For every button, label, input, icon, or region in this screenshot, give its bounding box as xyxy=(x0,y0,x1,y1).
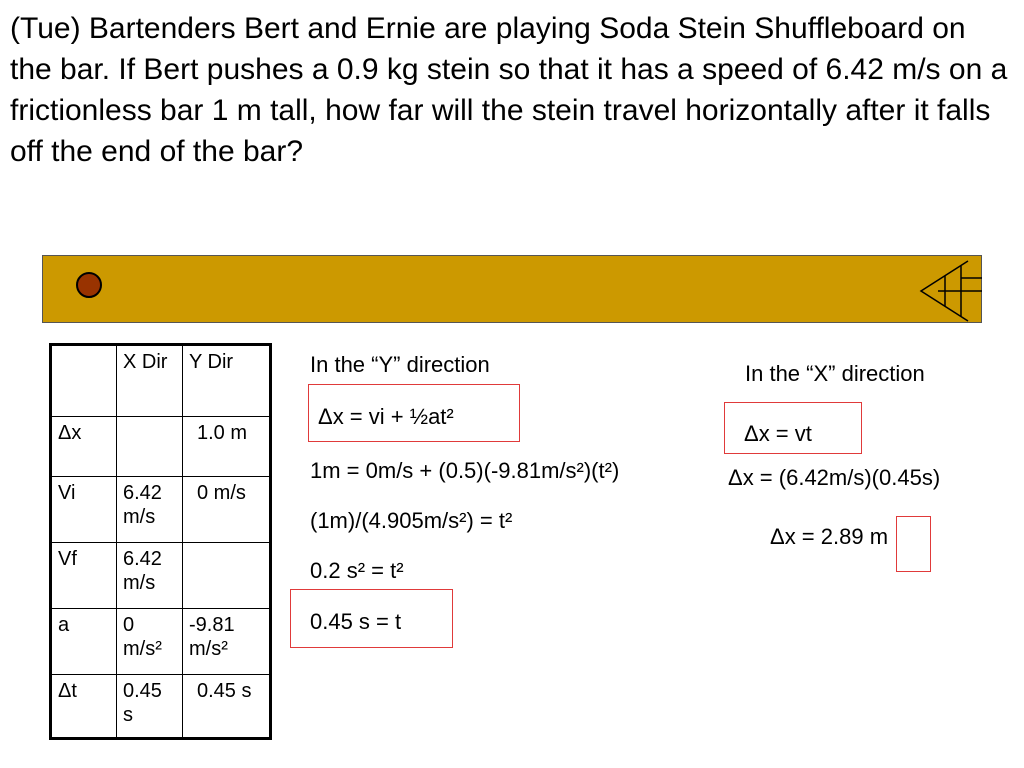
x-result-line: Δx = 2.89 m xyxy=(770,524,889,549)
x-value: 0.45 s xyxy=(117,675,183,739)
y-equation-line: Δx = vi + ½at² xyxy=(318,404,454,429)
row-label: Δx xyxy=(51,417,117,477)
y-direction-heading: In the “Y” direction xyxy=(310,352,490,377)
highlight-box xyxy=(896,516,931,572)
table-header-cell xyxy=(51,345,117,417)
row-label: Vf xyxy=(51,543,117,609)
table-row xyxy=(51,675,271,739)
problem-statement: (Tue) Bartenders Bert and Ernie are playing Soda Stein Shuffleboard on the bar. If Bert pushes a 0.9 kg stein so that it has a speed of 6.42 m/s on a frictionless bar 1 m tall, how far will the stein travel horizontally after it falls off the end of the bar? xyxy=(10,12,1008,168)
table-header-cell: X Dir xyxy=(117,345,183,417)
table-row xyxy=(51,417,271,477)
x-direction-heading: In the “X” direction xyxy=(745,361,925,386)
kinematics-table xyxy=(49,343,272,740)
y-equation-line: 0.45 s = t xyxy=(310,609,402,634)
stein-circle xyxy=(76,272,102,298)
y-equation-line: (1m)/(4.905m/s²) = t² xyxy=(310,508,513,533)
x-value xyxy=(117,417,183,477)
table-header-row xyxy=(51,345,271,417)
y-equation-line: 0.2 s² = t² xyxy=(310,558,404,583)
y-value: 0.45 s xyxy=(183,675,271,739)
y-value: -9.81 m/s² xyxy=(183,609,271,675)
y-value: 1.0 m xyxy=(183,417,271,477)
x-value: 6.42 m/s xyxy=(117,543,183,609)
y-value: 0 m/s xyxy=(183,477,271,543)
y-equation-line: 1m = 0m/s + (0.5)(-9.81m/s²)(t²) xyxy=(310,458,620,483)
x-equation-line: Δx = vt xyxy=(744,421,812,446)
highlight-box xyxy=(308,384,520,442)
x-equation-line: Δx = (6.42m/s)(0.45s) xyxy=(728,465,941,490)
table-row xyxy=(51,543,271,609)
x-value: 6.42 m/s xyxy=(117,477,183,543)
bar-end-stein-icon xyxy=(918,258,982,322)
row-label: a xyxy=(51,609,117,675)
x-value: 0 m/s² xyxy=(117,609,183,675)
table-row xyxy=(51,609,271,675)
table-row xyxy=(51,477,271,543)
row-label: Vi xyxy=(51,477,117,543)
table-header-cell: Y Dir xyxy=(183,345,271,417)
y-value xyxy=(183,543,271,609)
row-label: Δt xyxy=(51,675,117,739)
bar-counter xyxy=(42,255,982,323)
highlight-box xyxy=(290,589,453,648)
highlight-box xyxy=(724,402,862,454)
